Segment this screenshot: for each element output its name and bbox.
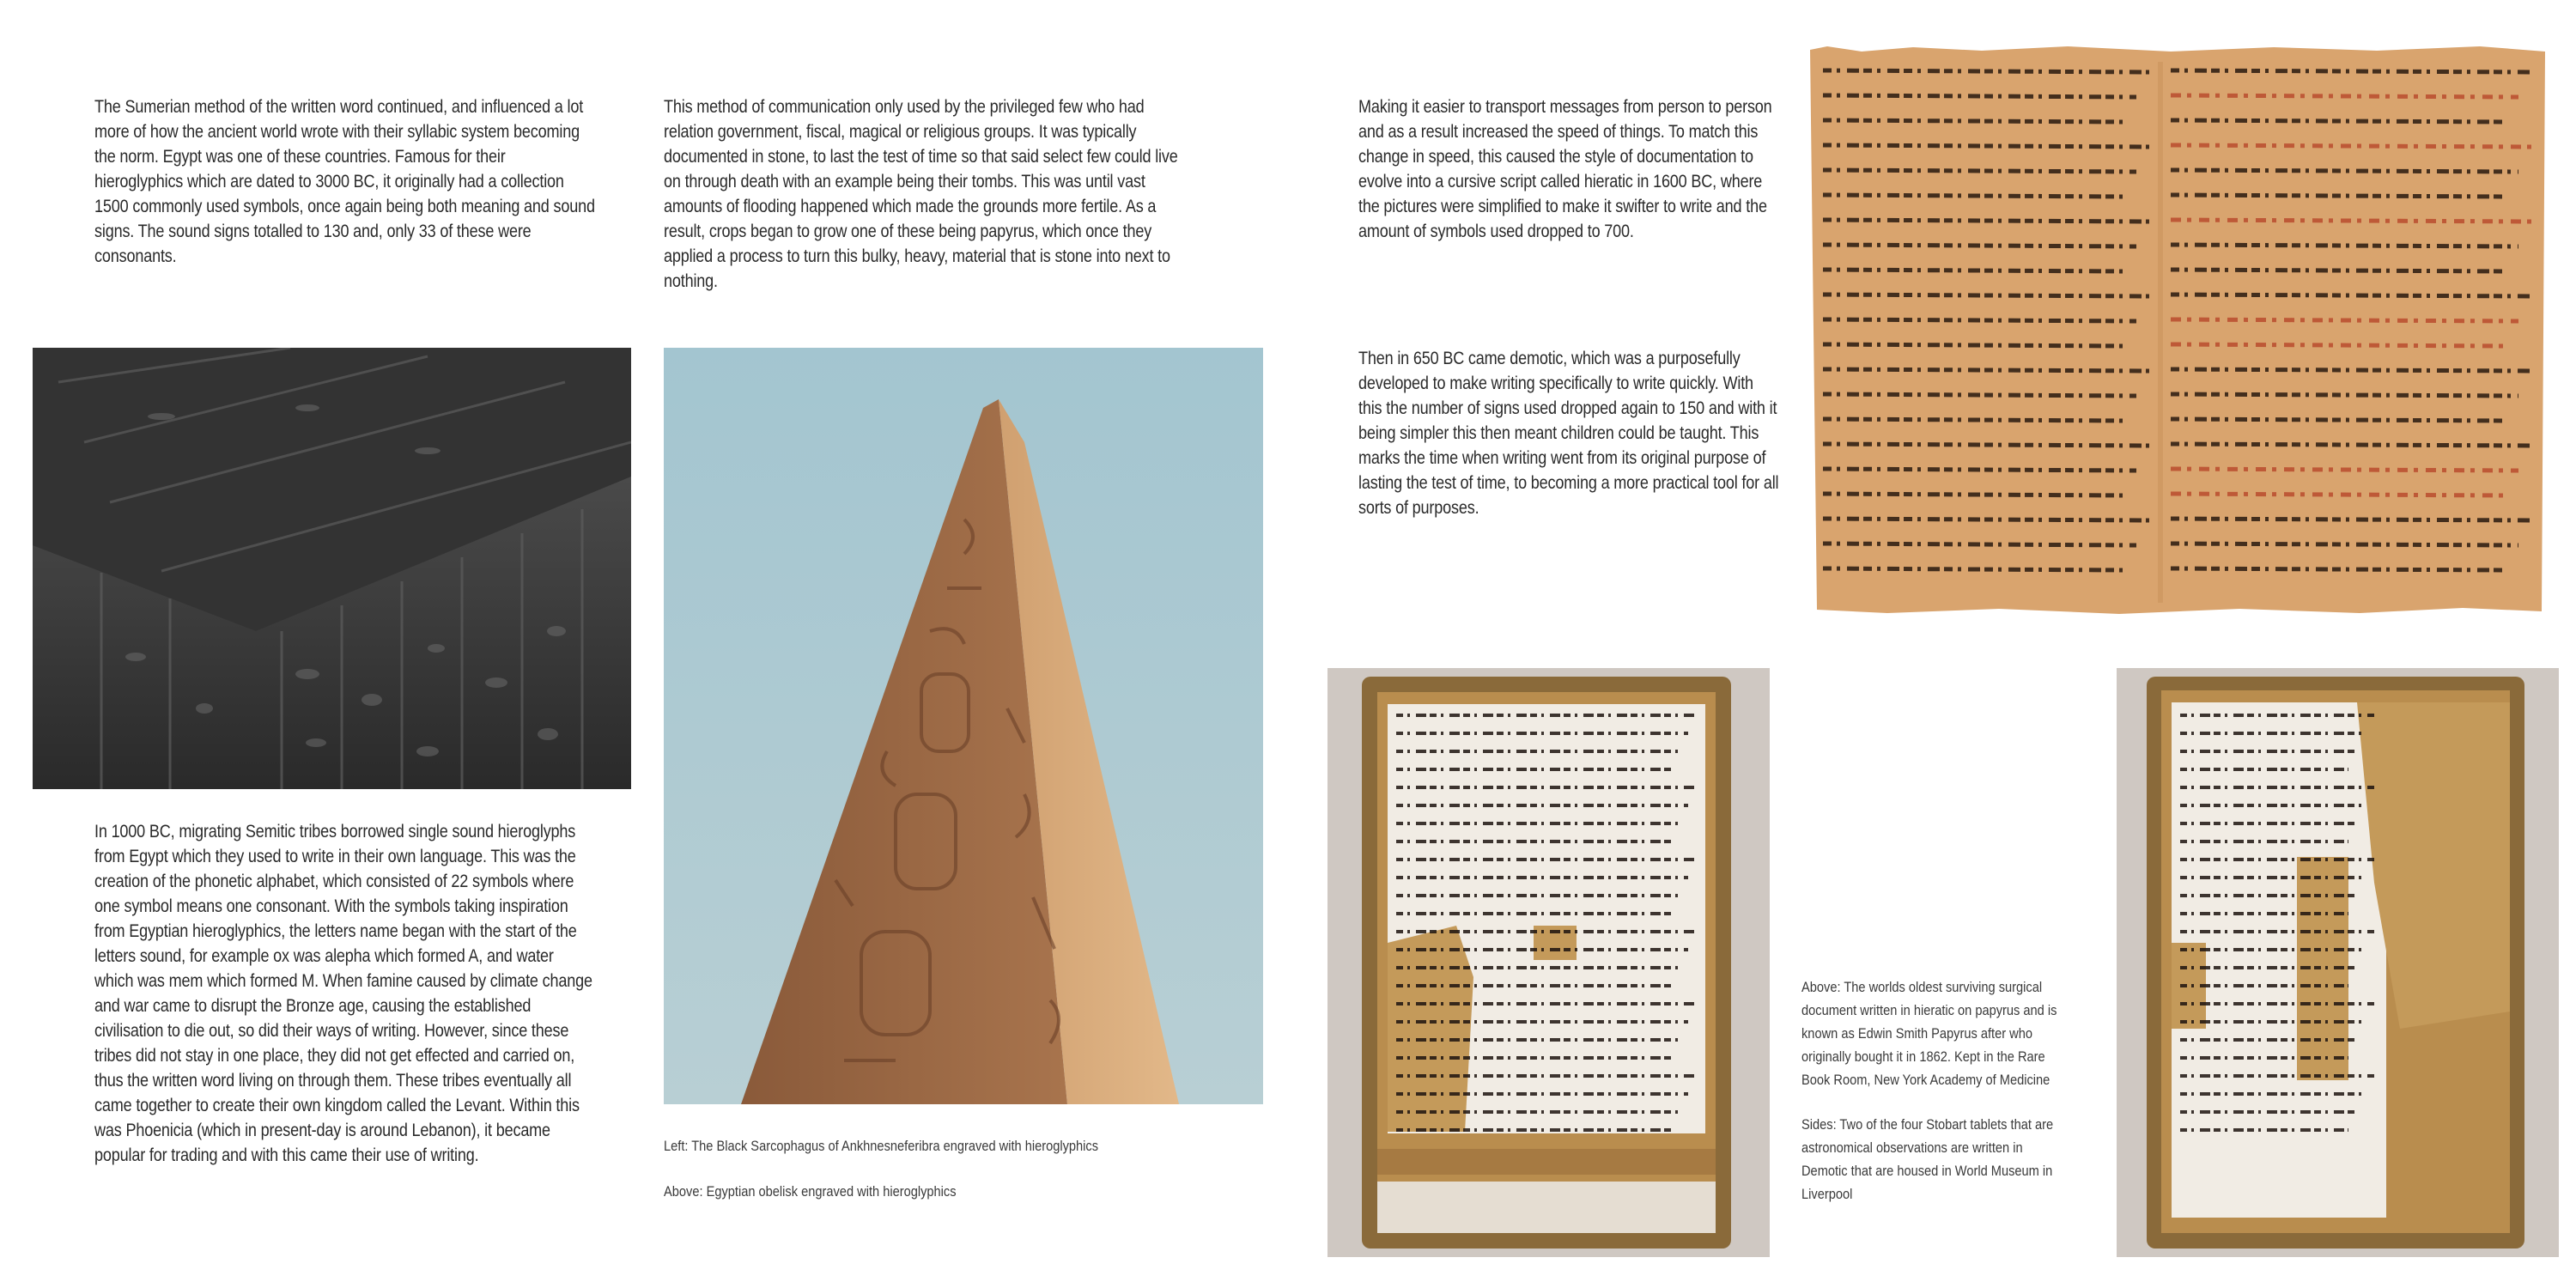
privileged-paragraph: This method of communication only used by the privileged few who had relation government, fiscal, magical or religious groups. It was typically documented in stone, to last the test of time so that said select few could live on through death with an example being their tombs. This was until vast amounts of flooding happened which made the grounds more fertile. As a result, crops began to grow one of these being papyrus, which once they applied a process to turn this bulky, heavy, material that is stone into next to nothing. xyxy=(664,97,1178,291)
papyrus-caption: Above: The worlds oldest surviving surgical document written in hieratic on papyrus and is known as Edwin Smith Papyrus after who originally bought it in 1862. Kept in the Rare Book Room, New York Academy of Medicine xyxy=(1801,979,2057,1088)
hieratic-paragraph: Making it easier to transport messages from person to person and as a result increased the speed of things. To match this change in speed, this caused the style of documentation to evolve into a cursive script called hieratic in 1600 BC, where the pictures were simplified to make it swifter to write and the amount of symbols used dropped to 700. xyxy=(1358,97,1772,241)
demotic-paragraph: Then in 650 BC came demotic, which was a purposefully developed to make writing specifically to write quickly. With this the number of signs used dropped again to 150 and with it being simpler this then meant children could be taught. This marks the time when writing went from its original purpose of lasting the test of time, to becoming a more practical tool for all sorts of purposes. xyxy=(1358,349,1779,518)
sarcophagus-image xyxy=(33,348,631,789)
stobart-tablet-left-image xyxy=(1327,668,1770,1257)
tablets-caption: Sides: Two of the four Stobart tablets that are astronomical observations are written in Demotic that are housed in World Museum in Liverpool xyxy=(1801,1116,2054,1202)
obelisk-caption: Above: Egyptian obelisk engraved with hieroglyphics xyxy=(664,1183,957,1200)
papyrus-image xyxy=(1810,45,2545,617)
sarcophagus-caption: Left: The Black Sarcophagus of Ankhnesneferibra engraved with hieroglyphics xyxy=(664,1138,1099,1154)
obelisk-image xyxy=(664,348,1263,1104)
stobart-tablet-right-image xyxy=(2117,668,2559,1257)
semitic-paragraph: In 1000 BC, migrating Semitic tribes borrowed single sound hieroglyphs from Egypt which they used to write in their own language. This was the creation of the phonetic alphabet, which consisted of 22 symbols where one symbol means one consonant. With the symbols taking inspiration from Egyptian hieroglyphics, the letters name began with the start of the letters sound, for example ox was alepha which formed A, and water which was mem which formed M. When famine caused by climate change and war came to disrupt the Bronze age, causing the established civilisation to die out, so did their ways of writing. However, since these tribes did not stay in one place, they did not get effected and carried on, thus the written word living on through them. These tribes eventually all came together to create their own kingdom called the Levant. Within this was Phoenicia (which in present-day is around Lebanon), it became popular for trading and with this came their use of writing. xyxy=(94,822,592,1165)
sumerian-paragraph: The Sumerian method of the written word continued, and influenced a lot more of how the ancient world wrote with their syllabic system becoming the norm. Egypt was one of these countries. Famous for their hieroglyphics which are dated to 3000 BC, it originally had a collection 1500 commonly used symbols, once again being both meaning and sound signs. The sound signs totalled to 130 and, only 33 of these were consonants. xyxy=(94,97,595,266)
